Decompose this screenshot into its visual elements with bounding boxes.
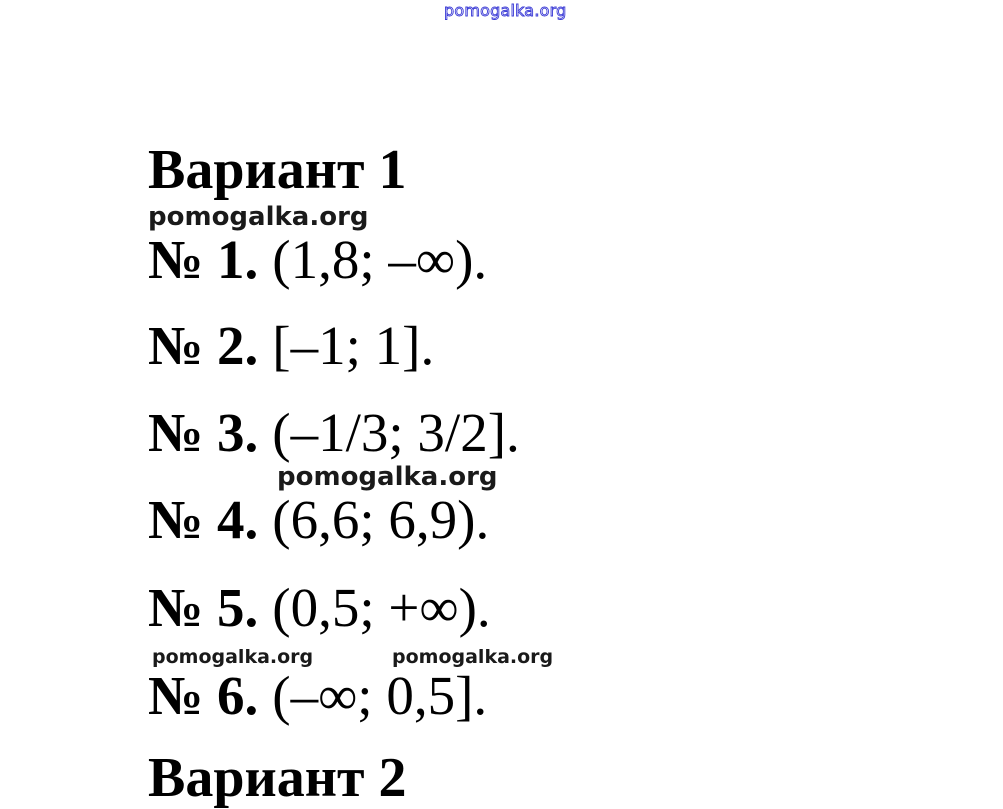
variant-title: Вариант 1 (148, 139, 407, 201)
answer-number: № 2. (148, 315, 259, 376)
answer-number: № 1. (148, 229, 259, 290)
answer-number: № 6. (148, 665, 259, 726)
watermark-text: pomogalka.org (277, 462, 498, 492)
answer-row (148, 489, 490, 550)
answer-row (148, 315, 435, 376)
answer-value: (1,8; –∞). (272, 229, 488, 290)
answer-row (148, 402, 520, 463)
answer-value: (–1/3; 3/2]. (272, 402, 520, 463)
answer-value: (–∞; 0,5]. (272, 665, 488, 726)
answer-row (148, 229, 488, 290)
answer-value: (0,5; +∞). (272, 577, 491, 638)
watermark-text: pomogalka.org (148, 202, 369, 232)
answer-number: № 5. (148, 577, 259, 638)
answer-number: № 3. (148, 402, 259, 463)
answer-value: [–1; 1]. (272, 315, 435, 376)
watermark-text: pomogalka.org (392, 646, 554, 668)
answer-row (148, 577, 491, 638)
site-watermark-link[interactable]: pomogalka.org (444, 1, 567, 20)
answer-number: № 4. (148, 489, 259, 550)
next-variant-title: Вариант 2 (148, 747, 407, 809)
answer-value: (6,6; 6,9). (272, 489, 490, 550)
answer-row (148, 665, 488, 726)
watermark-text: pomogalka.org (152, 646, 314, 668)
